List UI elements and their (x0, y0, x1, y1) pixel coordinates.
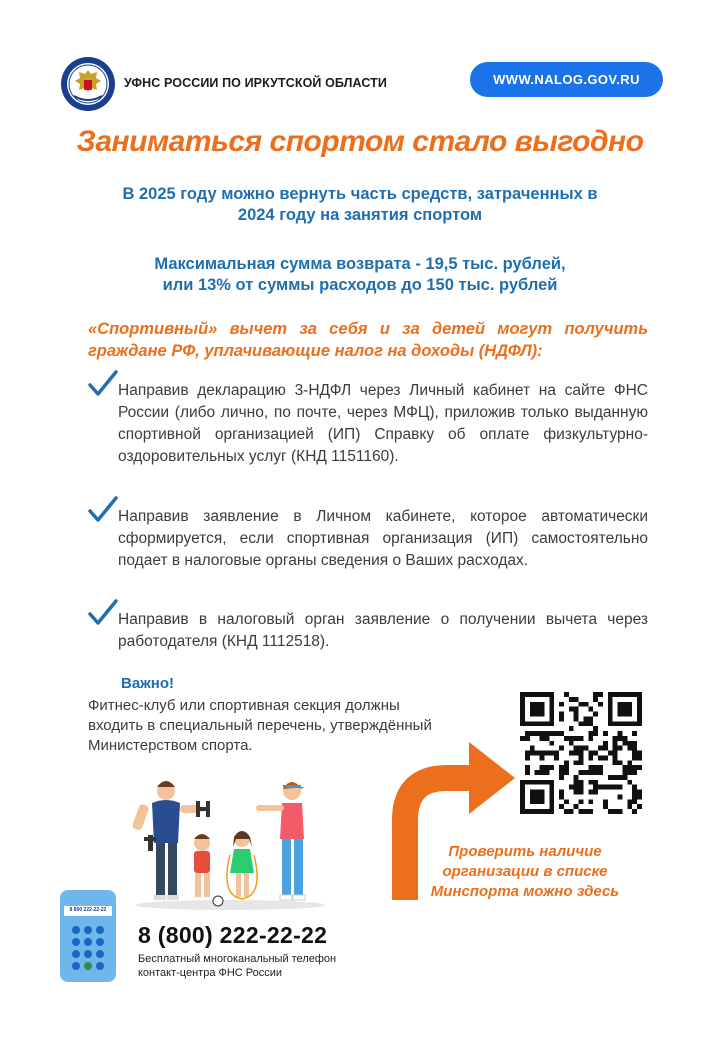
subtitle-line: Максимальная сумма возврата - 19,5 тыс. рублей, (154, 255, 566, 273)
list-item-text: Направив заявление в Личном кабинете, которое автоматически сформируется, если спортивная организация (ИП) самостоятельно подает в налоговые органы сведения о Ваших расходах. (118, 508, 648, 569)
list-item (88, 609, 648, 653)
phone-description (138, 952, 398, 980)
checkmark-icon (88, 599, 118, 627)
qr-caption-line: Проверить наличие (448, 843, 602, 860)
phone-description-line: контакт-центра ФНС России (138, 967, 283, 979)
checkmark-icon (88, 496, 118, 524)
phone-icon (60, 890, 116, 982)
family-sport-illustration (130, 775, 330, 910)
phone-number[interactable]: 8 (800) 222-22-22 (138, 922, 328, 948)
important-label: Важно! (121, 675, 175, 692)
subtitle-line: В 2025 году можно вернуть часть средств, затраченных в (122, 185, 598, 203)
lead-text: «Спортивный» вычет за себя и за детей могут получить граждане РФ, уплачивающие налог на доходы (НДФЛ): (88, 320, 648, 360)
checkmark-icon (88, 370, 118, 398)
phone-description-line: Бесплатный многоканальный телефон (138, 953, 337, 965)
list-item-text: Направив декларацию 3-НДФЛ через Личный кабинет на сайте ФНС России (либо лично, по почте, через МФЦ), приложив только выданную спортивной организацией (ИП) Справку об оплате физкультурно-оздоровительных услуг (КНД 1151160). (118, 382, 648, 465)
phone-icon-number: 8 800 222-22-22 (69, 907, 107, 913)
fns-emblem-icon (60, 56, 116, 112)
subtitle-line: 2024 году на занятия спортом (237, 206, 483, 224)
qr-caption-line: Минспорта можно здесь (430, 883, 620, 900)
qr-caption (400, 842, 650, 902)
qr-code-icon[interactable] (520, 692, 642, 814)
org-name: УФНС РОССИИ ПО ИРКУТСКОЙ ОБЛАСТИ (124, 76, 387, 90)
subtitle-max-amount (0, 254, 720, 296)
important-text: Фитнес-клуб или спортивная секция должны входить в специальный перечень, утверждённый Министерством спорта. (88, 697, 432, 754)
website-link[interactable]: WWW.NALOG.GOV.RU (470, 62, 663, 97)
subtitle-line: или 13% от суммы расходов до 150 тыс. рублей (162, 276, 558, 294)
subtitle-refund (0, 184, 720, 226)
list-item (88, 506, 648, 572)
qr-caption-line: организации в списке (442, 863, 608, 880)
list-item (88, 380, 648, 468)
list-item-text: Направив в налоговый орган заявление о получении вычета через работодателя (КНД 1112518). (118, 611, 648, 650)
page-title: Заниматься спортом стало выгодно (76, 125, 644, 158)
